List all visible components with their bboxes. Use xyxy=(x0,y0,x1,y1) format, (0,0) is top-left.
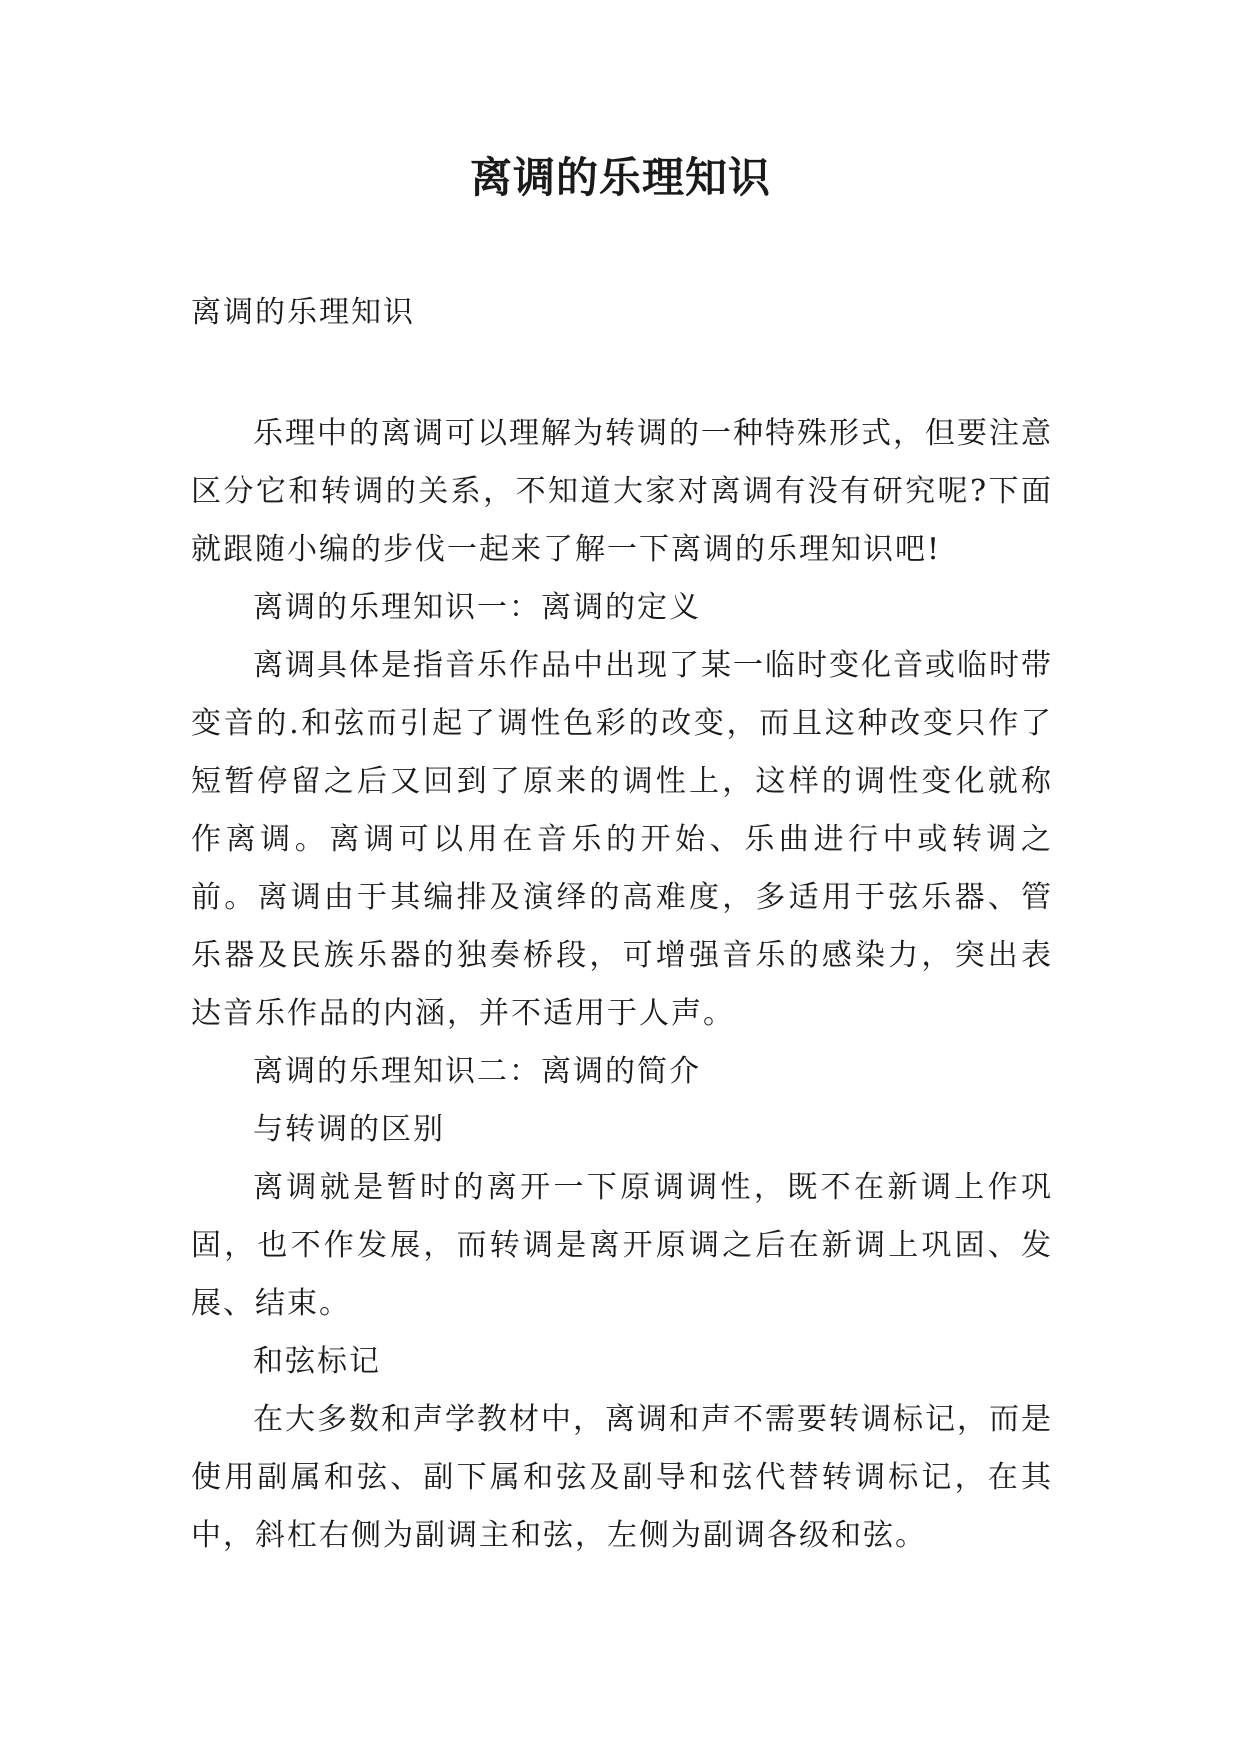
chord-marks-paragraph: 在大多数和声学教材中，离调和声不需要转调标记，而是使用副属和弦、副下属和弦及副导和弦代替转调标记，在其中，斜杠右侧为副调主和弦，左侧为副调各级和弦。 xyxy=(191,1402,1053,1553)
document-subtitle: 离调的乐理知识 xyxy=(191,295,415,330)
subheading-difference: 与转调的区别 xyxy=(253,1112,445,1147)
definition-paragraph: 离调具体是指音乐作品中出现了某一临时变化音或临时带变音的.和弦而引起了调性色彩的改变，而且这种改变只作了短暂停留之后又回到了原来的调性上，这样的调性变化就称作离调。离调可以用在音乐的开始、乐曲进行中或转调之前。离调由于其编排及演绎的高难度，多适用于弦乐器、管乐器及民族乐器的独奏桥段，可增强音乐的感染力，突出表达音乐作品的内涵，并不适用于人声。 xyxy=(191,648,1053,1031)
document-body xyxy=(191,405,1053,1565)
intro-paragraph: 乐理中的离调可以理解为转调的一种特殊形式，但要注意区分它和转调的关系，不知道大家对离调有没有研究呢?下面就跟随小编的步伐一起来了解一下离调的乐理知识吧! xyxy=(191,416,1053,567)
section-heading-definition: 离调的乐理知识一：离调的定义 xyxy=(253,590,701,625)
subheading-chord-marks: 和弦标记 xyxy=(253,1344,381,1379)
difference-paragraph: 离调就是暂时的离开一下原调调性，既不在新调上作巩固，也不作发展，而转调是离开原调之后在新调上巩固、发展、结束。 xyxy=(191,1170,1053,1321)
section-heading-intro: 离调的乐理知识二：离调的简介 xyxy=(253,1054,701,1089)
document-title: 离调的乐理知识 xyxy=(469,153,771,202)
